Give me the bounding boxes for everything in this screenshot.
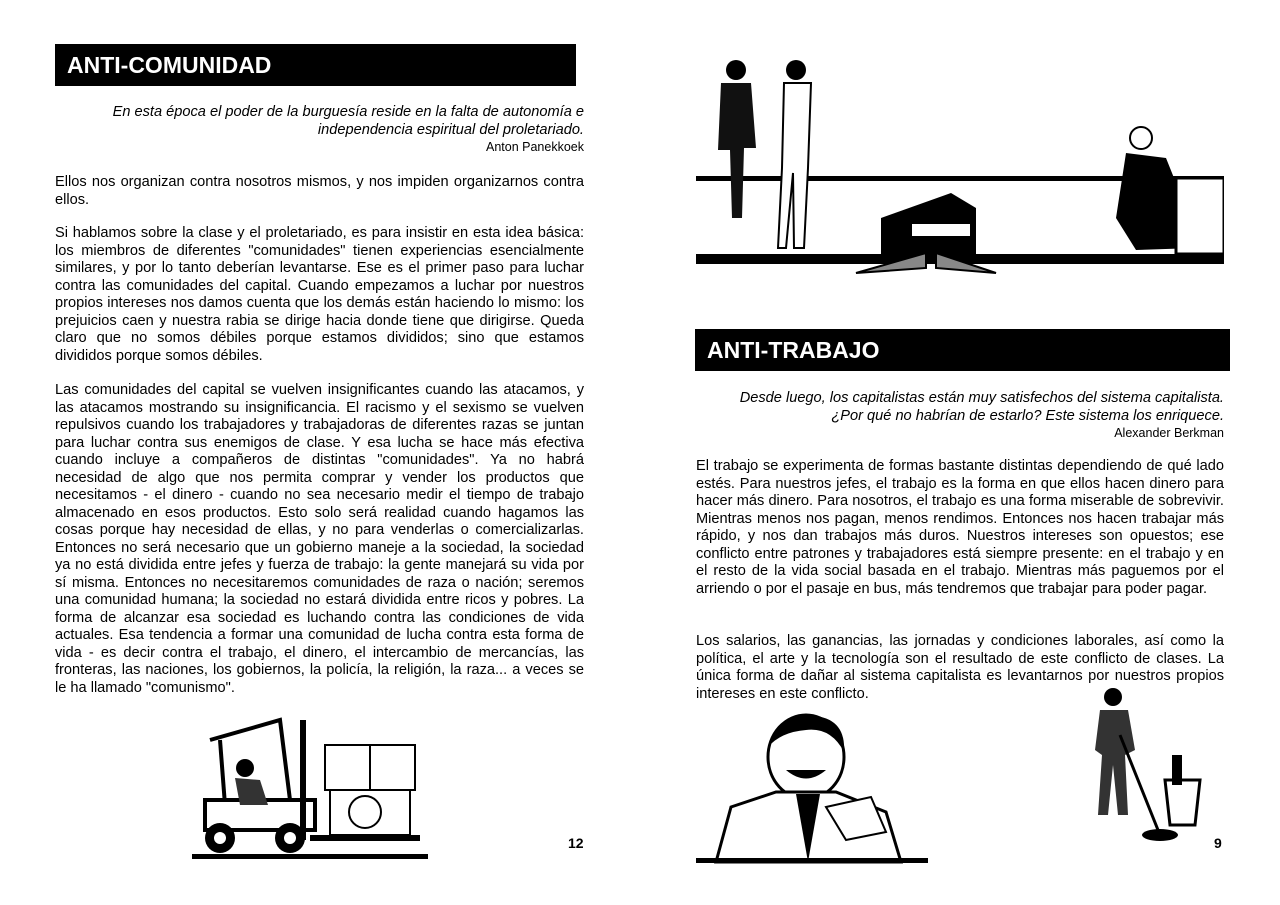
section-title: ANTI-TRABAJO — [695, 329, 1230, 371]
forklift-worker-icon — [190, 710, 430, 860]
page-number: 12 — [568, 835, 584, 851]
paragraph: Los salarios, las ganancias, las jornadas y condiciones laborales, así como la política, el arte y la tecnología son el resultado de este conflicto de clases. La única forma de dañar al sistema capitalista es levantarnos por nuestros propios intereses en este conflicto. — [696, 633, 1224, 702]
epigraph-line: independencia espiritual del proletariado. — [317, 122, 584, 138]
paragraph: Si hablamos sobre la clase y el proletariado, es para insistir en esta idea básica: los miembros de diferentes "comunidades" tienen experiencias esencialmente similares, y por lo tanto deberían levantarse. Ese es el primer paso para luchar contra las comunidades del capital. Cuando empezamos a luchar por nuestros propios intereses nos damos cuenta que los demás están haciendo lo mismo: los prejuicios caen y nuestra rabia se dirige hacia donde tiene que dirigirse. Queda claro que no somos débiles porque estamos divididos; sino que estamos divididos porque somos débiles. — [55, 225, 584, 364]
epigraph-line: Desde luego, los capitalistas están muy satisfechos del sistema capitalista. — [739, 390, 1224, 406]
right-page — [640, 0, 1280, 905]
epigraph — [55, 103, 584, 155]
paragraph: Ellos nos organizan contra nosotros mismos, y nos impiden organizarnos contra ellos. — [55, 174, 584, 208]
section-title: ANTI-COMUNIDAD — [55, 44, 576, 86]
epigraph-line: En esta época el poder de la burguesía reside en la falta de autonomía e — [112, 104, 584, 120]
paragraph: Las comunidades del capital se vuelven insignificantes cuando las atacamos, y las atacamos mostrando su insignificancia. El racismo y el sexismo se vuelven repulsivos cuando los trabajadores y trabajadoras de diferentes razas se juntan para luchar contra sus enemigos de clase. Y esa lucha se hace más efectiva cuando incluye a compañeros de distintas "comunidades". Ya no habrá necesidad de algo que nos permita comprar y vender los productos que necesitamos - el dinero - cuando no sea necesario medir el tiempo de trabajo almacenado en esos productos. Esto solo será realidad cuando hagamos las cosas porque hay necesidad de ellas, y no para venderlas o comercializarlas. Entonces no será necesario que un gobierno maneje a la sociedad, la sociedad ya no está dividida entre jefes y fuerza de trabajo: la gente manejará su vida por sí misma. Entonces no necesitaremos comunidades de raza o nación; seremos una comunidad humana; la sociedad no estará dividida entre ricos y pobres. La forma de alcanzar esa sociedad es luchando contra las condiciones de vida actuales. Esa tendencia a formar una comunidad de lucha contra esta forma de vida - es decir contra el trabajo, el dinero, el intercambio de mercancías, las fronteras, las naciones, los gobiernos, la policía, la religión, la raza... a veces se le ha llamado "comunismo". — [55, 382, 584, 696]
laughing-boss-with-money-icon — [696, 712, 931, 864]
cleaner-mopping-icon — [1080, 685, 1205, 850]
epigraph-author: Anton Panekkoek — [486, 140, 584, 154]
workers-talking-icon — [696, 58, 1224, 290]
paragraph: El trabajo se experimenta de formas bastante distintas dependiendo de qué lado estés. Para nuestros jefes, el trabajo es la forma en que ellos hacen dinero para hacer más dinero. Para nosotros, el trabajo es una forma miserable de sobrevivir. Mientras menos nos pagan, menos rendimos. Entonces nos hacen trabajar más rápido, y nos dan trabajos más duros. Nuestros intereses son opuestos; ese conflicto entre patrones y trabajadores está siempre presente: en el trabajo y en el resto de la vida social basada en el trabajo. Mientras más paguemos por el arriendo o por el pasaje en bus, más tendremos que trabajar para poder pagar. — [696, 458, 1224, 597]
epigraph — [696, 389, 1224, 441]
epigraph-line: ¿Por qué no habrían de estarlo? Este sistema los enriquece. — [831, 408, 1224, 424]
epigraph-author: Alexander Berkman — [1114, 426, 1224, 440]
page-number: 9 — [1214, 835, 1222, 851]
